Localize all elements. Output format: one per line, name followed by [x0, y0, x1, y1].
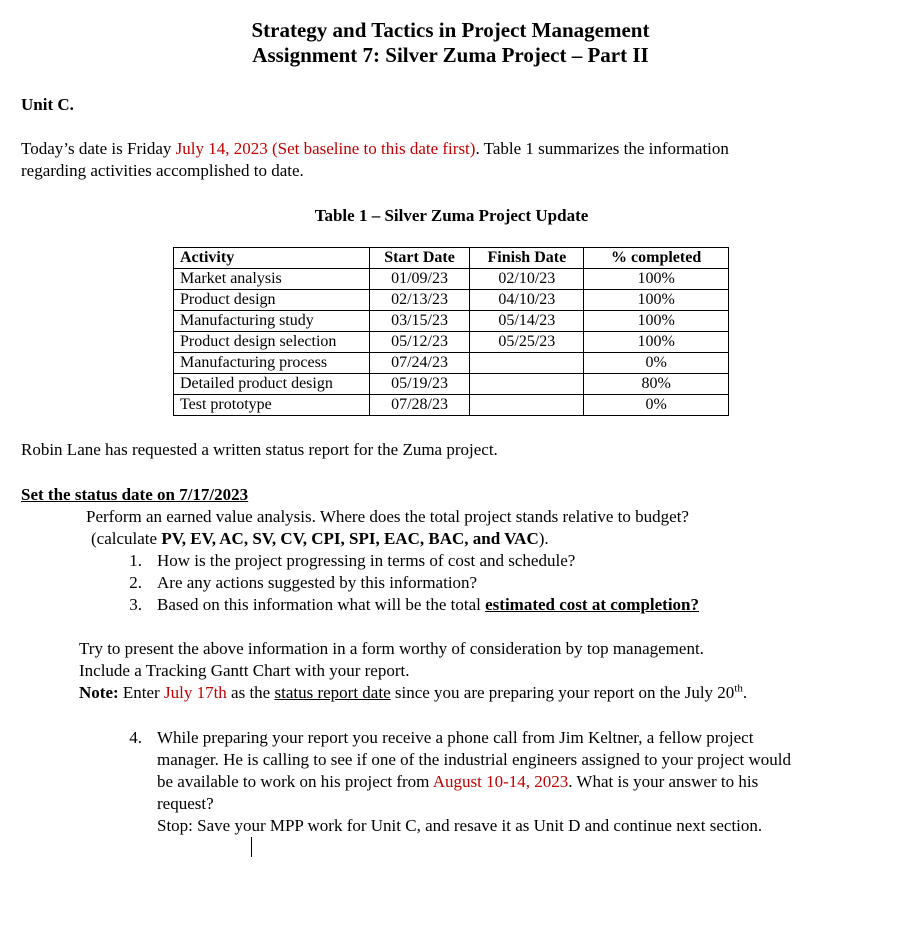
table-row: [174, 374, 729, 395]
cell-finish: 04/10/23: [470, 290, 584, 311]
question-4-line3: [157, 771, 758, 793]
project-update-table: [173, 247, 729, 416]
cell-finish: 05/25/23: [470, 332, 584, 353]
cell-percent: 0%: [584, 353, 729, 374]
ev-metrics-list: PV, EV, AC, SV, CV, CPI, SPI, EAC, BAC, and VAC: [161, 529, 539, 548]
cell-start: 02/13/23: [369, 290, 470, 311]
text-cursor[interactable]: [251, 837, 252, 857]
cell-finish: 05/14/23: [470, 311, 584, 332]
ev-line2-post: ).: [538, 529, 549, 548]
cell-start: 07/24/23: [369, 353, 470, 374]
cell-start: 07/28/23: [369, 395, 470, 416]
note-pre: Enter: [118, 683, 164, 702]
note-line: [79, 682, 747, 704]
intro-line1: [21, 138, 729, 160]
cell-finish: [470, 374, 584, 395]
ev-line2-pre: (calculate: [91, 529, 162, 548]
cell-activity: Market analysis: [174, 269, 370, 290]
status-request-text: Robin Lane has requested a written status report for the Zuma project.: [21, 440, 498, 459]
table-row: [174, 269, 729, 290]
note-underline: status report date: [274, 683, 391, 702]
table-row: [174, 332, 729, 353]
question-4-line2: manager. He is calling to see if one of the industrial engineers assigned to your project would: [157, 750, 792, 769]
question-number: 2.: [129, 573, 142, 592]
question-4-line4: request?: [157, 794, 214, 813]
question-number: 1.: [129, 551, 142, 570]
cell-activity: Product design: [174, 290, 370, 311]
unit-heading: Unit C.: [21, 95, 74, 114]
note-superscript: th: [734, 682, 743, 695]
cell-finish: [470, 395, 584, 416]
cell-finish: 02/10/23: [470, 269, 584, 290]
question-text: [157, 594, 699, 616]
question-4-line3-pre: be available to work on his project from: [157, 772, 433, 791]
table-header-row: [174, 248, 729, 269]
cell-start: 01/09/23: [369, 269, 470, 290]
stop-instruction: Stop: Save your MPP work for Unit C, and resave it as Unit D and continue next section.: [157, 816, 763, 835]
note-end: .: [742, 683, 748, 702]
presentation-line2: Include a Tracking Gantt Chart with your report.: [79, 661, 410, 680]
cell-percent: 80%: [584, 374, 729, 395]
intro-date-red: July 14, 2023 (Set baseline to this date first): [175, 139, 476, 158]
document-title-line2: Assignment 7: Silver Zuma Project – Part II: [252, 43, 649, 67]
question-number: 4.: [129, 728, 142, 747]
note-post: since you are preparing your report on the July 20: [390, 683, 735, 702]
table-row: [174, 311, 729, 332]
question-4-date-red: August 10-14, 2023: [432, 772, 569, 791]
cell-activity: Detailed product design: [174, 374, 370, 395]
table-caption: [0, 205, 901, 227]
header-finish-date: Finish Date: [470, 248, 584, 269]
presentation-line1: Try to present the above information in a form worthy of consideration by top management.: [79, 639, 704, 658]
ev-instructions-line1: Perform an earned value analysis. Where does the total project stands relative to budget?: [86, 507, 689, 526]
note-mid: as the: [226, 683, 275, 702]
cell-start: 05/19/23: [369, 374, 470, 395]
table-row: [174, 353, 729, 374]
intro-line2: regarding activities accomplished to date.: [21, 161, 304, 180]
cell-percent: 100%: [584, 311, 729, 332]
cell-percent: 100%: [584, 332, 729, 353]
document-title-line1: Strategy and Tactics in Project Management: [251, 18, 650, 42]
table-row: [174, 395, 729, 416]
status-date-heading: Set the status date on 7/17/2023: [21, 485, 249, 504]
question-3-bold: estimated cost at completion?: [485, 595, 700, 614]
cell-start: 03/15/23: [369, 311, 470, 332]
question-text: Are any actions suggested by this information?: [157, 573, 478, 592]
cell-percent: 100%: [584, 290, 729, 311]
note-label: Note:: [79, 683, 119, 702]
cell-activity: Product design selection: [174, 332, 370, 353]
cell-activity: Manufacturing study: [174, 311, 370, 332]
intro-post: . Table 1 summarizes the information: [475, 139, 729, 158]
cell-activity: Test prototype: [174, 395, 370, 416]
header-activity: Activity: [174, 248, 370, 269]
question-3-pre: Based on this information what will be the total: [157, 595, 486, 614]
question-number: 3.: [129, 595, 142, 614]
ev-instructions-line2: [91, 528, 549, 550]
question-4-line3-post: . What is your answer to his: [568, 772, 759, 791]
intro-pre: Today’s date is Friday: [21, 139, 176, 158]
question-text: How is the project progressing in terms of cost and schedule?: [157, 551, 576, 570]
cell-percent: 100%: [584, 269, 729, 290]
header-start-date: Start Date: [369, 248, 470, 269]
table-caption-text: Table 1 – Silver Zuma Project Update: [314, 206, 589, 225]
cell-percent: 0%: [584, 395, 729, 416]
note-date-red: July 17th: [163, 683, 227, 702]
table-row: [174, 290, 729, 311]
cell-start: 05/12/23: [369, 332, 470, 353]
question-4-line1: While preparing your report you receive a phone call from Jim Keltner, a fellow project: [157, 728, 754, 747]
header-percent-completed: % completed: [584, 248, 729, 269]
cell-finish: [470, 353, 584, 374]
cell-activity: Manufacturing process: [174, 353, 370, 374]
